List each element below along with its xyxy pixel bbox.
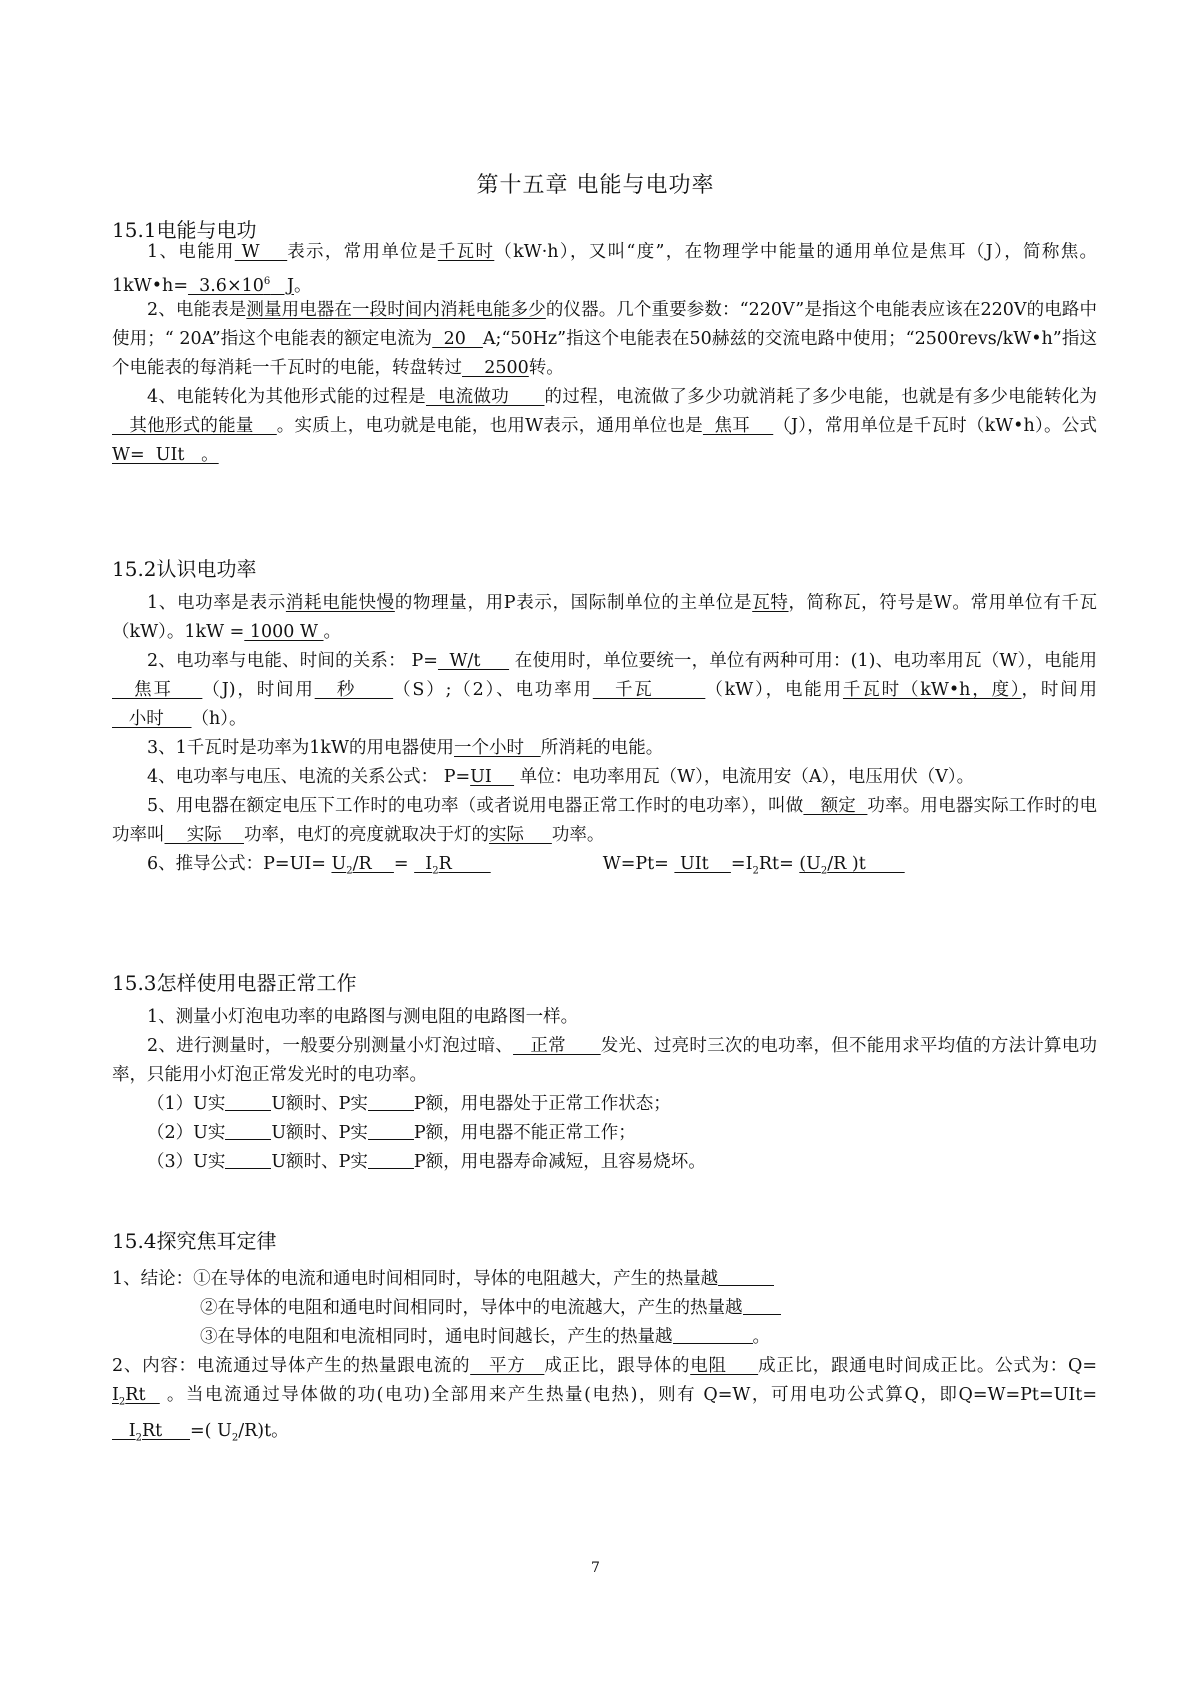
- paragraph-15-1-item-2: 2、电能表是测量用电器在一段时间内消耗电能多少的仪器。几个重要参数：“220V”是指这个电能表应该在220V的电路中使用；“ 20A”指这个电能表的额定电流为 20 A;“50Hz”指这个电能表在50赫兹的交流电路中使用；“2500revs/kW•h”指这个电能表的每消耗一千瓦时的电能，转盘转过 2500转。: [112, 300, 1097, 378]
- blank-answer: 2500: [462, 358, 529, 378]
- list-item: （3）U实 U额时、P实 P额，用电器寿命减短，且容易烧坏。: [147, 1152, 706, 1172]
- blank-answer: UIt: [674, 854, 731, 874]
- conclusion-line-2: ②在导体的电阻和通电时间相同时，导体中的电流越大，产生的热量越: [200, 1294, 1185, 1323]
- blank-answer: $U_2/R$: [331, 854, 394, 877]
- paragraph-15-2-item-1: 1、电功率是表示消耗电能快慢的物理量，用P表示，国际制单位的主单位是瓦特，简称瓦，符号是W。常用单位有千瓦（kW）。1kW = 1000 W 。: [112, 593, 1098, 642]
- section-heading-15-4: 15.4探究焦耳定律: [112, 1229, 277, 1253]
- blank-answer: 实际: [489, 825, 552, 845]
- blank-answer: 额定: [803, 796, 868, 816]
- blank-answer: ($U_2/R$ )t: [799, 854, 905, 877]
- blank-answer: 千瓦: [592, 680, 706, 700]
- page-number: 7: [591, 1560, 600, 1576]
- blank-answer: 1000 W: [244, 622, 324, 642]
- section-heading-15-2: 15.2认识电功率: [112, 557, 257, 581]
- section-heading-15-1: 15.1电能与电功: [112, 218, 257, 242]
- blank-line: [368, 1151, 414, 1170]
- blank-answer: 测量用电器在一段时间内消耗电能多少: [246, 300, 546, 320]
- paragraph-15-3-item-2: 2、进行测量时，一般要分别测量小灯泡过暗、 正常 发光、过亮时三次的电功率，但不能用求平均值的方法计算电功率，只能用小灯泡正常发光时的电功率。: [112, 1036, 1097, 1085]
- blank-answer: 焦耳: [112, 680, 203, 700]
- blank-answer: 其他形式的能量: [112, 416, 277, 436]
- blank-line: [225, 1093, 271, 1112]
- paragraph-15-1-item-1: 1、电能用 W 表示，常用单位是千瓦时（kW·h），又叫“度”，在物理学中能量的通用单位是焦耳（J），简称焦。1kW•h= $3.6\times 10^6$ J。: [112, 242, 1098, 296]
- blank-answer: $I_2Rt$: [112, 1385, 160, 1408]
- blank-answer: 电阻: [690, 1356, 759, 1376]
- list-item: （2）U实 U额时、P实 P额，用电器不能正常工作；: [147, 1123, 636, 1143]
- chapter-title: 第十五章 电能与电功率: [476, 173, 715, 198]
- blank-answer: 消耗电能快慢: [285, 593, 395, 613]
- blank-line: [225, 1151, 271, 1170]
- paragraph-15-4-item-2: 2、内容：电流通过导体产生的热量跟电流的 平方 成正比，跟导体的电阻 成正比，跟通电时间成正比。公式为：$Q= I_2Rt$ 。当电流通过导体做的功(电功)全部用来产生热量(电热)，则有 Q=W，可用电功公式算Q，即$Q=W=Pt=UIt= I_2Rt$ =( $U_2/R)t$。: [112, 1356, 1097, 1443]
- blank-answer: 20: [432, 329, 483, 349]
- blank-answer: $I_2Rt$: [112, 1420, 191, 1443]
- blank-answer: 实际: [164, 825, 245, 845]
- blank-answer: 正常: [513, 1036, 601, 1056]
- blank-answer: W/t: [437, 651, 510, 671]
- paragraph-15-2-item-6: 6、推导公式：$P=UI= U_2/R$ = $I_2R$ W=Pt= UIt $=I_2Rt= (U_2/R$ )t: [147, 854, 905, 877]
- blank-line: [368, 1122, 414, 1141]
- paragraph-15-1-item-4: 4、电能转化为其他形式能的过程是 电流做功 的过程，电流做了多少功就消耗了多少电能，也就是有多少电能转化为 其他形式的能量 。实质上，电功就是电能，也用W表示，通用单位也是 焦耳 （J），常用单位是千瓦时（kW•h）。公式W= UIt 。: [112, 387, 1098, 465]
- blank-answer: 瓦特: [752, 593, 789, 613]
- paragraph-15-2-item-5: 5、用电器在额定电压下工作时的电功率（或者说用电器正常工作时的电功率），叫做 额定 功率。用电器实际工作时的电功率叫 实际 功率，电灯的亮度就取决于灯的实际 功率。: [112, 796, 1097, 845]
- blank-answer: 小时: [112, 709, 192, 729]
- list-item: （1）U实 U额时、P实 P额，用电器处于正常工作状态；: [147, 1094, 671, 1114]
- blank-answer: W= UIt 。: [112, 445, 219, 465]
- section-heading-15-3: 15.3怎样使用电器正常工作: [112, 971, 357, 995]
- paragraph-15-2-item-3: 3、1千瓦时是功率为1kW的用电器使用一个小时 所消耗的电能。: [147, 738, 664, 758]
- blank-line: [225, 1122, 271, 1141]
- blank-line: [368, 1093, 414, 1112]
- paragraph-15-2-item-2: 2、电功率与电能、时间的关系： P= W/t 在使用时，单位要统一，单位有两种可用：(1)、电功率用瓦（W），电能用 焦耳 （J)，时间用 秒 （S）;（2）、电功率用 千瓦 （kW），电能用千瓦时（kW•h，度），时间用 小时 （h）。: [112, 651, 1097, 729]
- blank-line: [718, 1268, 774, 1287]
- blank-answer: 千瓦时（kW•h，度）: [842, 680, 1022, 700]
- blank-line: [743, 1297, 781, 1316]
- blank-answer: $I_2R$: [414, 854, 491, 877]
- blank-line: [673, 1326, 753, 1345]
- blank-answer: 千瓦时: [437, 242, 495, 262]
- blank-answer: 电流做功: [425, 387, 545, 407]
- blank-answer: 秒: [314, 680, 394, 700]
- blank-answer: UI: [470, 767, 515, 787]
- blank-answer: $3.6\times 10^6$ J: [187, 275, 294, 296]
- blank-answer: 平方: [470, 1356, 545, 1376]
- blank-answer: 一个小时: [454, 738, 541, 758]
- conclusion-line-1: 1、结论：①在导体的电流和通电时间相同时，导体的电阻越大，产生的热量越: [112, 1265, 1097, 1294]
- blank-answer: 焦耳: [702, 416, 774, 436]
- blank-answer: W: [234, 242, 288, 262]
- conclusion-line-3: ③在导体的电阻和电流相同时，通电时间越长，产生的热量越 。: [200, 1327, 770, 1347]
- paragraph-15-3-item-1: 1、测量小灯泡电功率的电路图与测电阻的电路图一样。: [147, 1007, 579, 1027]
- paragraph-15-2-item-4: 4、电功率与电压、电流的关系公式： P=UI 单位：电功率用瓦（W），电流用安（A），电压用伏（V）。: [147, 767, 975, 787]
